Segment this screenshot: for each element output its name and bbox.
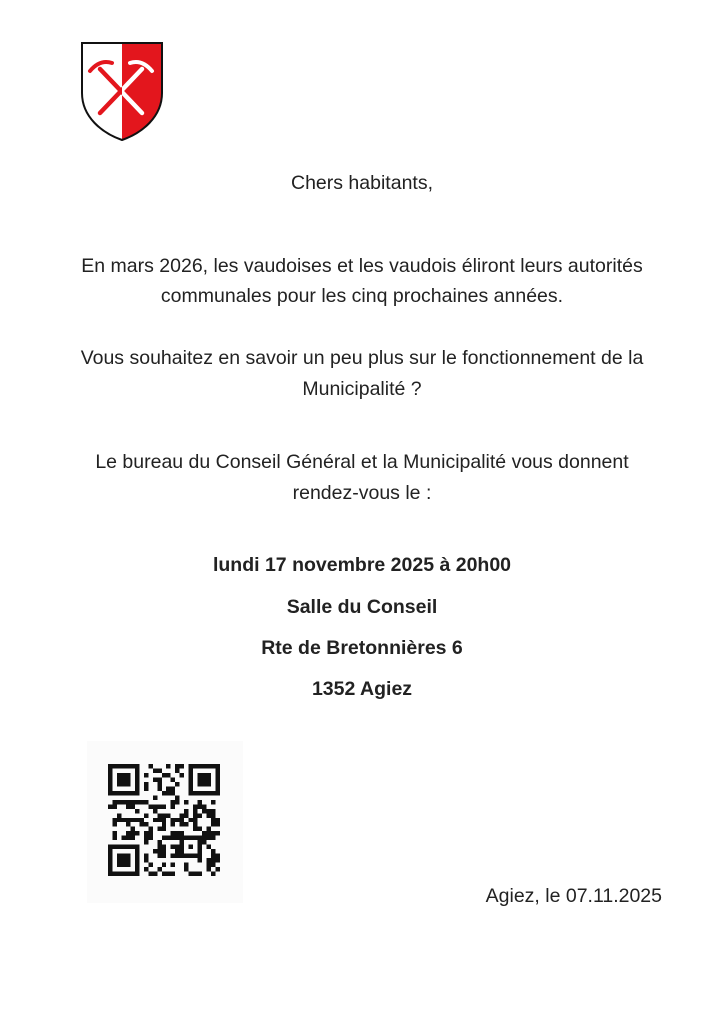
place-and-date: Agiez, le 07.11.2025 <box>485 885 662 907</box>
greeting: Chers habitants, <box>291 172 433 194</box>
coat-of-arms-icon <box>80 41 164 142</box>
event-date-time: lundi 17 novembre 2025 à 20h00 <box>212 554 512 576</box>
paragraph-3-line-1: Le bureau du Conseil Général et la Municipalité vous donnent <box>95 451 629 473</box>
qr-code-icon[interactable] <box>87 741 243 903</box>
event-street: Rte de Bretonnières 6 <box>261 637 463 659</box>
event-city: 1352 Agiez <box>311 678 413 700</box>
paragraph-1-line-2: communales pour les cinq prochaines années. <box>160 285 564 307</box>
paragraph-2-line-1: Vous souhaitez en savoir un peu plus sur le fonctionnement de la <box>80 347 644 369</box>
paragraph-2-line-2: Municipalité ? <box>302 378 422 400</box>
paragraph-3-line-2: rendez-vous le : <box>292 482 432 504</box>
event-venue: Salle du Conseil <box>286 596 438 618</box>
paragraph-1-line-1: En mars 2026, les vaudoises et les vaudois éliront leurs autorités <box>81 255 643 277</box>
